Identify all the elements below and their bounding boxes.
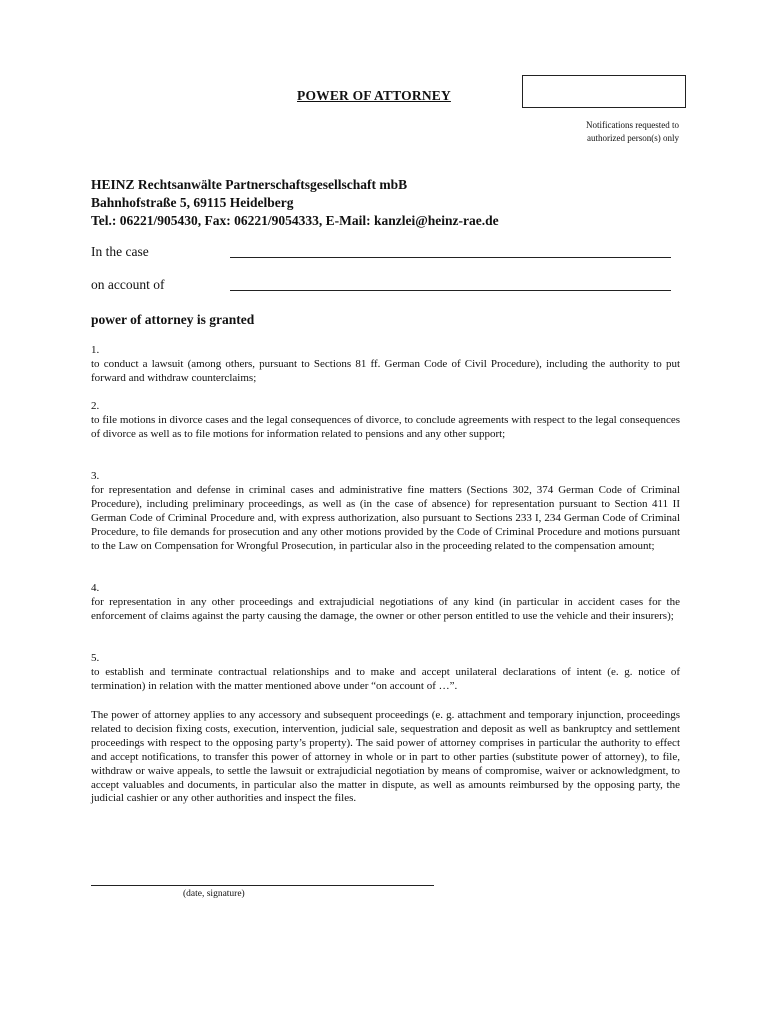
section-1: [91, 344, 680, 386]
case-label: In the case: [91, 244, 149, 259]
granted-heading: power of attorney is granted: [91, 312, 255, 327]
section-text: to establish and terminate contractual relationships and to make and accept unilateral declarations of intent (e. g. notice of termination) in relation with the matter mentioned above under “on account of …”.: [91, 665, 680, 692]
firm-name: HEINZ Rechtsanwälte Partnerschaftsgesellschaft mbB: [91, 177, 408, 192]
signature-caption: (date, signature): [183, 889, 245, 899]
account-label: on account of: [91, 277, 165, 292]
firm-contact: Tel.: 06221/905430, Fax: 06221/9054333, E-Mail: kanzlei@heinz-rae.de: [91, 213, 499, 228]
notice-line-2: authorized person(s) only: [587, 132, 679, 143]
firm-address: Bahnhofstraße 5, 69115 Heidelberg: [91, 195, 294, 210]
section-3: [91, 470, 680, 553]
section-number: 2.: [91, 400, 100, 412]
notification-notice: [540, 119, 679, 144]
section-2: [91, 400, 680, 442]
section-number: 1.: [91, 344, 100, 356]
section-text: for representation and defense in criminal cases and administrative fine matters (Sections 302, 374 German Code of Criminal Procedure), including preliminary proceedings, as well as (in the case of absence) for representation pursuant to Section 411 II German Code of Criminal Procedure and, with express authorization, also pursuant to Sections 233 I, 234 German Code of Criminal Procedure, to file demands for prosecution and any other motions provided by the Code of Criminal Procedure and motions pursuant to the Law on Compensation for Wrongful Prosecution, in particular also in the proceeding related to the compensation amount;: [91, 483, 680, 552]
signature-line[interactable]: [91, 885, 434, 886]
account-input-line[interactable]: [230, 290, 671, 291]
stamp-box: [522, 75, 686, 108]
section-text: to file motions in divorce cases and the legal consequences of divorce, to conclude agreements with respect to the legal consequences of divorce as well as to file motions for information related to pensions and any other support;: [91, 413, 680, 440]
account-field: [91, 277, 681, 297]
notice-line-1: Notifications requested to: [586, 120, 679, 130]
section-number: 4.: [91, 582, 100, 594]
section-text: to conduct a lawsuit (among others, pursuant to Sections 81 ff. German Code of Civil Procedure), including the authority to put forward and withdraw counterclaims;: [91, 357, 680, 384]
section-number: 5.: [91, 652, 100, 664]
firm-header: [91, 176, 691, 230]
document-title: POWER OF ATTORNEY: [297, 88, 451, 103]
section-number: 3.: [91, 470, 100, 482]
section-5: [91, 652, 680, 694]
case-field: [91, 244, 681, 264]
section-4: [91, 582, 680, 624]
section-text: for representation in any other proceedings and extrajudicial negotiations of any kind (in particular in accident cases for the enforcement of claims against the party causing the damage, the owner or other person entitled to use the vehicle and their insurers);: [91, 595, 680, 622]
case-input-line[interactable]: [230, 257, 671, 258]
closing-paragraph: The power of attorney applies to any accessory and subsequent proceedings (e. g. attachment and temporary injunction, proceedings related to decision fixing costs, execution, intervention, judicial sale, sequestration and deposit as well as bankruptcy and settlement proceedings with respect to the opposing party’s property). The said power of attorney comprises in particular the authority to effect and accept notifications, to transfer this power of attorney in whole or in part to other parties (substitute power of attorney), to file, withdraw or waive appeals, to settle the lawsuit or extrajudicial negotiation by means of compromise, waiver or acknowledgment, to accept valuables and documents, in particular also the matter in dispute, as well as amounts reimbursed by the opposing party, the judicial cashier or any other authorities and inspect the files.: [91, 709, 680, 805]
